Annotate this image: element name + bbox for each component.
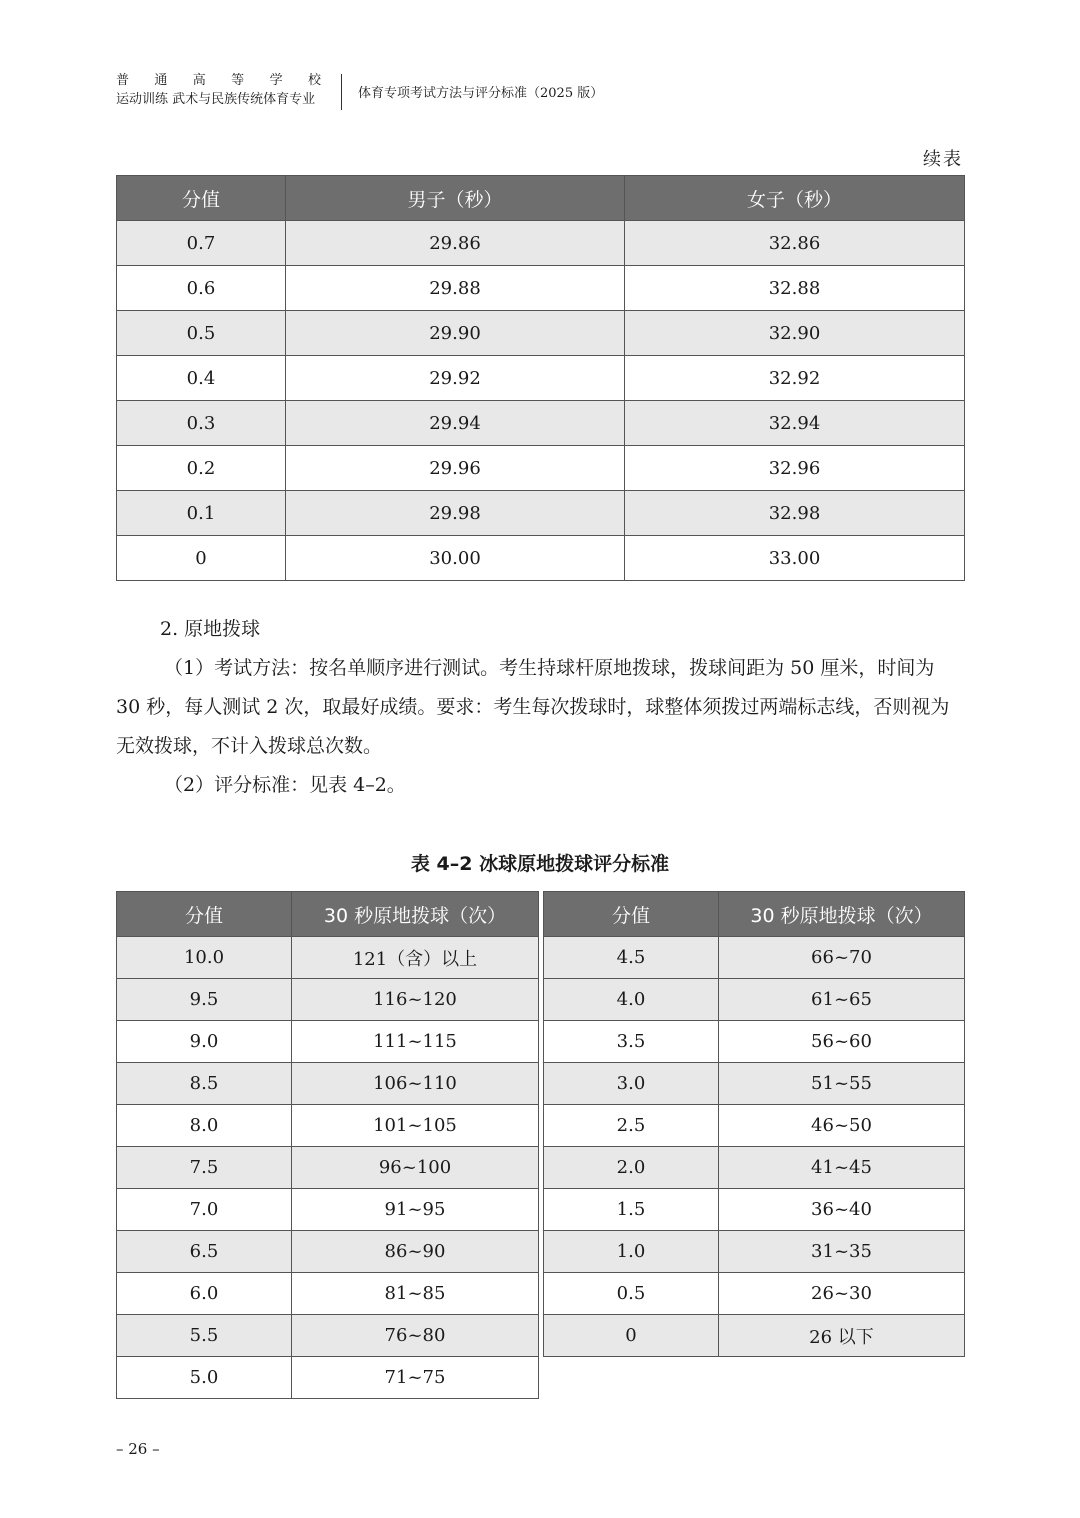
header-school-char: 学 <box>269 73 283 88</box>
cell-count: 61~65 <box>719 979 965 1021</box>
table-row <box>117 1063 539 1105</box>
cell-female: 32.92 <box>625 356 965 401</box>
cell-count: 41~45 <box>719 1147 965 1189</box>
header-school-char: 等 <box>231 73 245 88</box>
cell-score: 9.0 <box>117 1021 292 1063</box>
table-row <box>117 356 965 401</box>
cell-score: 1.0 <box>544 1231 719 1273</box>
cell-score: 7.0 <box>117 1189 292 1231</box>
cell-score: 4.5 <box>544 937 719 979</box>
cell-count: 26 以下 <box>719 1315 965 1357</box>
cell-count: 51~55 <box>719 1063 965 1105</box>
test-method-paragraph: （1）考试方法：按名单顺序进行测试。考生持球杆原地拨球，拨球间距为 50 厘米，时间为 30 秒，每人测试 2 次，取最好成绩。要求：考生每次拨球时，球整体须拨过两端标志线，否则视为无效拨球，不计入拨球总次数。 <box>116 657 950 757</box>
cell-male: 29.94 <box>286 401 625 446</box>
column-header-count: 30 秒原地拨球（次） <box>719 892 965 937</box>
cell-count: 121（含）以上 <box>292 937 539 979</box>
scoring-standard-paragraph: （2）评分标准：见表 4–2。 <box>164 774 406 796</box>
table-row <box>117 536 965 581</box>
cell-score: 5.5 <box>117 1315 292 1357</box>
cell-male: 29.92 <box>286 356 625 401</box>
cell-count: 116~120 <box>292 979 539 1021</box>
cell-female: 32.94 <box>625 401 965 446</box>
cell-score: 2.5 <box>544 1105 719 1147</box>
table-row <box>544 937 965 979</box>
table-row <box>117 1105 539 1147</box>
cell-score: 0 <box>544 1315 719 1357</box>
cell-count: 96~100 <box>292 1147 539 1189</box>
cell-score: 1.5 <box>544 1189 719 1231</box>
header-school-char: 通 <box>154 73 168 88</box>
table-row <box>544 1231 965 1273</box>
cell-score: 9.5 <box>117 979 292 1021</box>
cell-female: 33.00 <box>625 536 965 581</box>
table-stickhandling-scores-right <box>543 891 965 1357</box>
table-row <box>117 1273 539 1315</box>
cell-score: 0 <box>117 536 286 581</box>
table-row <box>544 1105 965 1147</box>
cell-male: 29.96 <box>286 446 625 491</box>
cell-score: 10.0 <box>117 937 292 979</box>
running-header-left <box>116 72 326 110</box>
cell-male: 29.90 <box>286 311 625 356</box>
cell-count: 26~30 <box>719 1273 965 1315</box>
table-row <box>117 1147 539 1189</box>
cell-male: 29.98 <box>286 491 625 536</box>
cell-score: 0.3 <box>117 401 286 446</box>
table-row <box>117 1231 539 1273</box>
table-row <box>544 1021 965 1063</box>
table-row <box>117 266 965 311</box>
column-header-score: 分值 <box>117 176 286 221</box>
table-row <box>544 1273 965 1315</box>
table-row <box>544 1063 965 1105</box>
table-caption: 表 4–2 冰球原地拨球评分标准 <box>410 853 670 875</box>
cell-score: 4.0 <box>544 979 719 1021</box>
table-row <box>117 1189 539 1231</box>
cell-count: 91~95 <box>292 1189 539 1231</box>
cell-male: 29.88 <box>286 266 625 311</box>
column-header-male-seconds: 男子（秒） <box>286 176 625 221</box>
cell-female: 32.96 <box>625 446 965 491</box>
cell-count: 31~35 <box>719 1231 965 1273</box>
header-school-name <box>116 72 321 90</box>
page-number: – 26 – <box>116 1440 160 1458</box>
table-stickhandling-scores-left <box>116 891 539 1399</box>
table-sprint-scores-continued <box>116 175 965 581</box>
cell-female: 32.88 <box>625 266 965 311</box>
table-row <box>117 446 965 491</box>
cell-score: 0.2 <box>117 446 286 491</box>
cell-score: 7.5 <box>117 1147 292 1189</box>
header-major: 运动训练 武术与民族传统体育专业 <box>116 92 316 107</box>
table-row <box>117 1357 539 1399</box>
header-school-char: 高 <box>192 73 206 88</box>
header-school-char: 校 <box>307 73 321 88</box>
cell-female: 32.98 <box>625 491 965 536</box>
table-row <box>544 979 965 1021</box>
cell-score: 0.5 <box>544 1273 719 1315</box>
cell-score: 6.0 <box>117 1273 292 1315</box>
cell-score: 8.5 <box>117 1063 292 1105</box>
cell-score: 8.0 <box>117 1105 292 1147</box>
table-row <box>544 1147 965 1189</box>
cell-male: 29.86 <box>286 221 625 266</box>
table-row <box>117 1315 539 1357</box>
cell-count: 106~110 <box>292 1063 539 1105</box>
cell-score: 0.7 <box>117 221 286 266</box>
header-school-char: 普 <box>116 73 130 88</box>
cell-female: 32.86 <box>625 221 965 266</box>
column-header-female-seconds: 女子（秒） <box>625 176 965 221</box>
column-header-count: 30 秒原地拨球（次） <box>292 892 539 937</box>
cell-score: 0.5 <box>117 311 286 356</box>
cell-count: 46~50 <box>719 1105 965 1147</box>
cell-count: 36~40 <box>719 1189 965 1231</box>
cell-score: 0.6 <box>117 266 286 311</box>
table-row <box>117 491 965 536</box>
header-divider <box>341 74 342 110</box>
cell-score: 0.4 <box>117 356 286 401</box>
table-row <box>117 221 965 266</box>
cell-count: 101~105 <box>292 1105 539 1147</box>
cell-score: 2.0 <box>544 1147 719 1189</box>
table-row <box>117 979 539 1021</box>
cell-score: 6.5 <box>117 1231 292 1273</box>
cell-female: 32.90 <box>625 311 965 356</box>
cell-count: 56~60 <box>719 1021 965 1063</box>
table-row <box>117 1021 539 1063</box>
cell-score: 3.5 <box>544 1021 719 1063</box>
header-document-title: 体育专项考试方法与评分标准（2025 版） <box>358 86 604 101</box>
table-row <box>544 1189 965 1231</box>
cell-score: 5.0 <box>117 1357 292 1399</box>
continued-table-label: 续表 <box>923 149 963 170</box>
column-header-score: 分值 <box>117 892 292 937</box>
cell-count: 71~75 <box>292 1357 539 1399</box>
cell-count: 66~70 <box>719 937 965 979</box>
cell-score: 3.0 <box>544 1063 719 1105</box>
table-row <box>117 401 965 446</box>
cell-count: 86~90 <box>292 1231 539 1273</box>
cell-count: 81~85 <box>292 1273 539 1315</box>
table-row <box>117 937 539 979</box>
table-row <box>544 1315 965 1357</box>
column-header-score: 分值 <box>544 892 719 937</box>
section-title: 2. 原地拨球 <box>160 618 261 640</box>
cell-male: 30.00 <box>286 536 625 581</box>
cell-count: 76~80 <box>292 1315 539 1357</box>
cell-count: 111~115 <box>292 1021 539 1063</box>
table-row <box>117 311 965 356</box>
cell-score: 0.1 <box>117 491 286 536</box>
